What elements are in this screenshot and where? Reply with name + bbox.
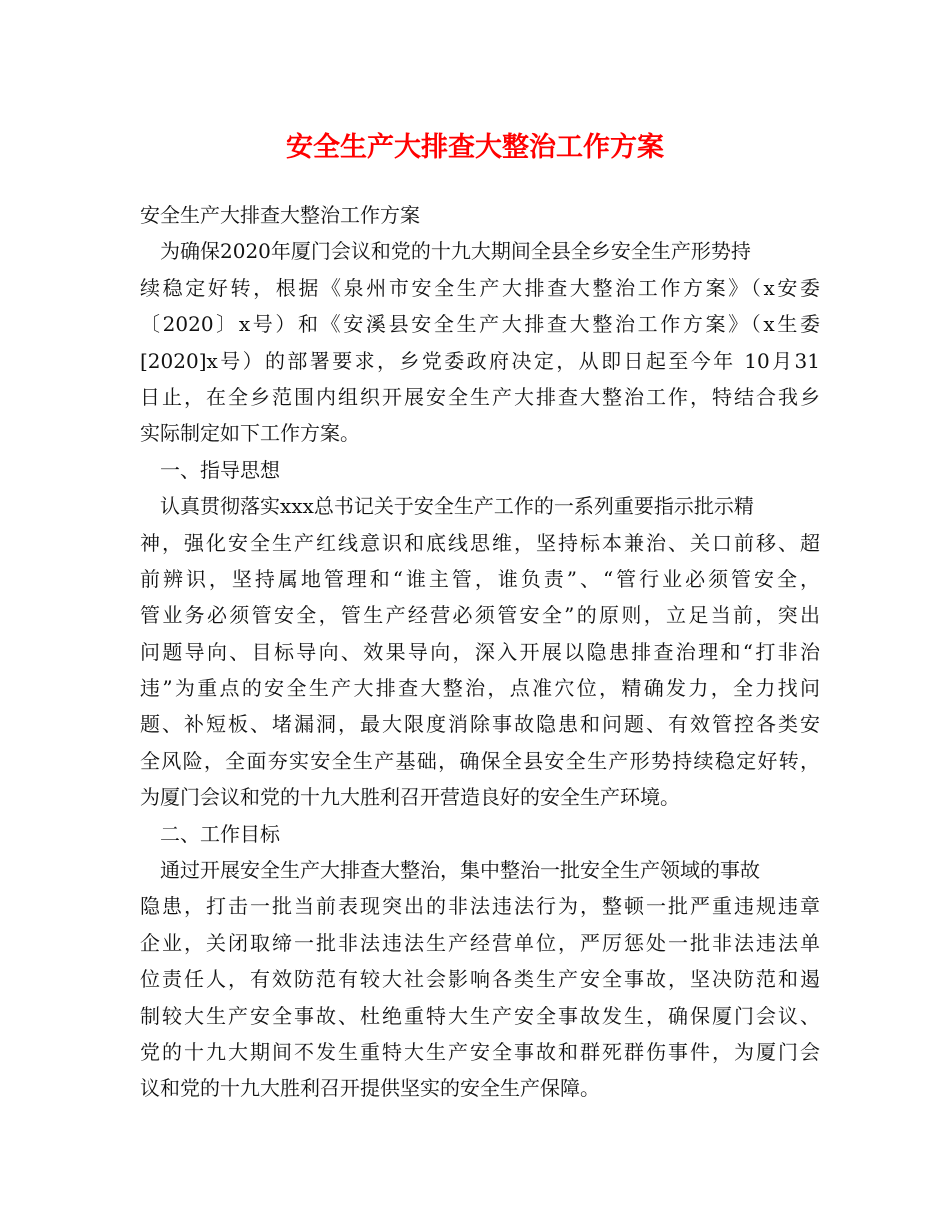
body-line: 前辨识，坚持属地管理和“谁主管，谁负责”、“管行业必须管安全， [140, 566, 820, 591]
body-line: 问题导向、目标导向、效果导向，深入开展以隐患排查治理和“打非治 [140, 639, 820, 664]
body-line: 企业，关闭取缔一批非法违法生产经营单位，严厉惩处一批非法违法单 [140, 930, 820, 955]
body-line: 为厦门会议和党的十九大胜利召开营造良好的安全生产环境。 [140, 785, 680, 810]
body-line: [2020]x号）的部署要求，乡党委政府决定，从即日起至今年 10月31 [140, 348, 820, 373]
body-line: 续稳定好转，根据《泉州市安全生产大排查大整治工作方案》（x安委 [140, 275, 820, 300]
body-line: 一、指导思想 [160, 457, 280, 482]
body-line: 隐患，打击一批当前表现突出的非法违法行为，整顿一批严重违规违章 [140, 894, 820, 919]
body-line: 管业务必须管安全，管生产经营必须管安全”的原则，立足当前，突出 [140, 603, 820, 628]
body-line: 〔2020〕x号）和《安溪县安全生产大排查大整治工作方案》（x生委 [140, 312, 820, 337]
document-body [140, 197, 820, 1107]
document-title: 安全生产大排查大整治工作方案 [286, 132, 664, 163]
body-line: 日止，在全乡范围内组织开展安全生产大排查大整治工作，特结合我乡 [140, 384, 820, 409]
body-line: 二、工作目标 [160, 821, 280, 846]
body-line: 题、补短板、堵漏洞，最大限度消除事故隐患和问题、有效管控各类安 [140, 712, 820, 737]
body-line: 全风险，全面夯实安全生产基础，确保全县安全生产形势持续稳定好转， [140, 748, 820, 773]
body-line: 制较大生产安全事故、杜绝重特大生产安全事故发生，确保厦门会议、 [140, 1003, 820, 1028]
body-line: 神，强化安全生产红线意识和底线思维，坚持标本兼治、关口前移、超 [140, 530, 820, 555]
body-line: 违”为重点的安全生产大排查大整治，点准穴位，精确发力，全力找问 [140, 676, 820, 701]
body-line: 安全生产大排查大整治工作方案 [140, 203, 420, 227]
body-line: 认真贯彻落实xxx总书记关于安全生产工作的一系列重要指示批示精 [160, 494, 754, 519]
body-line: 位责任人，有效防范有较大社会影响各类生产安全事故，坚决防范和遏 [140, 967, 820, 992]
body-line: 党的十九大期间不发生重特大生产安全事故和群死群伤事件，为厦门会 [140, 1039, 820, 1064]
body-line: 议和党的十九大胜利召开提供坚实的安全生产保障。 [140, 1076, 600, 1101]
body-line: 实际制定如下工作方案。 [140, 421, 360, 446]
body-line: 通过开展安全生产大排查大整治，集中整治一批安全生产领域的事故 [160, 858, 760, 883]
body-line: 为确保2020年厦门会议和党的十九大期间全县全乡安全生产形势持 [160, 239, 751, 264]
